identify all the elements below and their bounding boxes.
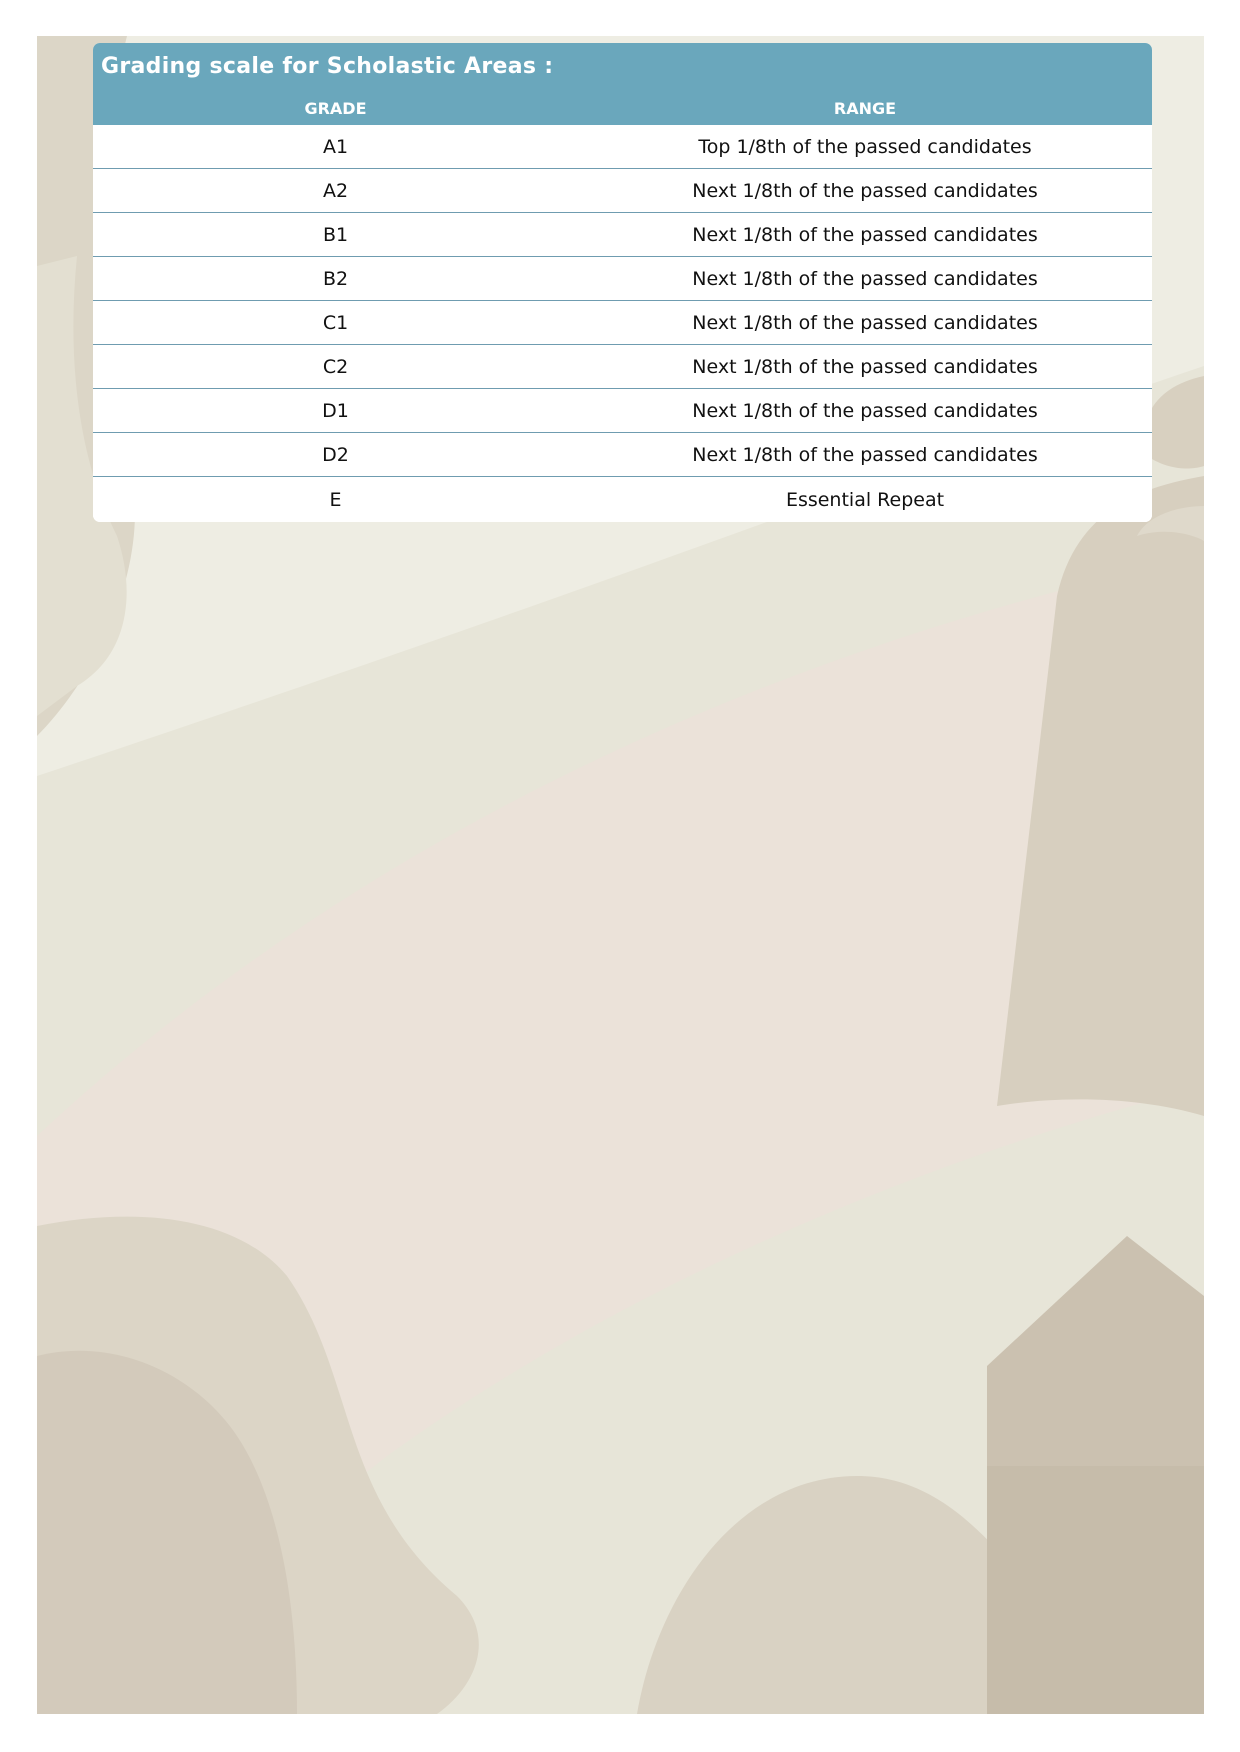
- range-cell: Next 1/8th of the passed candidates: [692, 267, 1038, 290]
- table-row-b2: [93, 256, 1152, 300]
- column-header-range: RANGE: [833, 98, 897, 118]
- table-row-e: [93, 476, 1152, 522]
- column-headers: [93, 91, 1152, 125]
- range-cell: Next 1/8th of the passed candidates: [692, 223, 1038, 246]
- table-row-c1: [93, 300, 1152, 344]
- grade-cell: C1: [322, 311, 349, 334]
- table-header: [93, 43, 1152, 125]
- range-cell: Essential Repeat: [785, 488, 945, 511]
- range-cell: Next 1/8th of the passed candidates: [692, 355, 1038, 378]
- table-row-a1: [93, 125, 1152, 168]
- grade-cell: B1: [322, 223, 349, 246]
- table-row-b1: [93, 212, 1152, 256]
- table-title: Grading scale for Scholastic Areas :: [101, 54, 554, 79]
- range-cell: Next 1/8th of the passed candidates: [692, 399, 1038, 422]
- table-body: [93, 125, 1152, 522]
- grade-cell: C2: [322, 355, 349, 378]
- grade-cell: D1: [322, 399, 349, 422]
- range-cell: Next 1/8th of the passed candidates: [692, 179, 1038, 202]
- grade-cell: A1: [322, 135, 349, 158]
- grade-cell: A2: [322, 179, 349, 202]
- range-cell: Next 1/8th of the passed candidates: [692, 443, 1038, 466]
- grade-cell: D2: [322, 443, 349, 466]
- table-row-d2: [93, 432, 1152, 476]
- grading-scale-table: [93, 43, 1152, 522]
- table-row-c2: [93, 344, 1152, 388]
- grade-cell: E: [329, 488, 342, 511]
- table-row-a2: [93, 168, 1152, 212]
- range-cell: Top 1/8th of the passed candidates: [698, 135, 1032, 158]
- range-cell: Next 1/8th of the passed candidates: [692, 311, 1038, 334]
- table-row-d1: [93, 388, 1152, 432]
- column-header-grade: GRADE: [304, 98, 367, 118]
- grade-cell: B2: [322, 267, 349, 290]
